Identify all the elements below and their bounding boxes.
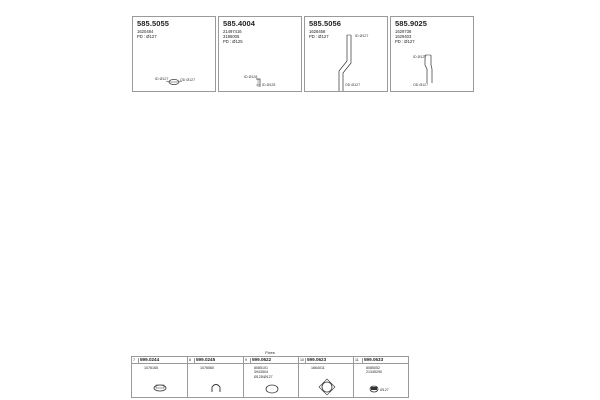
item-line: 8085052 [366, 366, 380, 370]
part-card-4[interactable] [390, 16, 474, 92]
part-line: 1620484 [137, 29, 154, 34]
part-line: PD : Ø127 [395, 39, 415, 45]
part-line: PD : Ø127 [137, 34, 157, 40]
legend-item-7[interactable] [132, 357, 188, 397]
part-card-1[interactable] [132, 16, 216, 92]
legend-row [131, 356, 409, 398]
item-line: 1076165 [144, 366, 158, 370]
legend-item-9[interactable] [244, 357, 299, 397]
part-number: 585.5056 [309, 19, 342, 28]
pipe-bend-drawing [219, 17, 303, 93]
part-line: 21497416 [223, 29, 242, 34]
item-index: 10 [300, 357, 304, 362]
part-number: 585.4004 [223, 19, 256, 28]
item-part-number: 599.0245 [196, 357, 216, 362]
item-line: Ø125/Ø127 [254, 374, 273, 379]
intermediate-pipe-drawing [391, 17, 475, 93]
clamp-ring-icon [244, 357, 299, 397]
part-line: 1629738 [395, 29, 412, 34]
clamp-icon [132, 357, 188, 397]
part-number: 585.5055 [137, 19, 170, 28]
dimension-label: OD Ø127 [180, 78, 196, 82]
item-index: 9 [245, 358, 251, 363]
part-card-3[interactable] [304, 16, 388, 92]
item-index: 8 [189, 358, 195, 363]
dimension-label: ID Ø125 [262, 83, 276, 87]
part-line: PD : Ø127 [309, 34, 329, 40]
dimension-label: ID Ø127 [413, 55, 427, 59]
dimension-label: ID Ø128 [244, 75, 258, 79]
dimension-label: Ø127 [380, 388, 389, 392]
part-card-2[interactable] [218, 16, 302, 92]
item-index: 11 [355, 358, 363, 363]
muffler-drawing [133, 17, 217, 93]
part-line: PD : Ø125 [223, 39, 243, 45]
item-part-number: 599.0622 [252, 357, 272, 362]
dimension-label: ID Ø127 [155, 77, 169, 81]
item-part-number: 599.0633 [364, 357, 384, 362]
item-part-number: 599.0623 [307, 357, 327, 362]
item-line: 8085101 [254, 366, 268, 370]
item-part-number: 599.0244 [140, 357, 160, 362]
item-line: 1664011 [311, 366, 325, 370]
item-line: 21345290 [366, 370, 382, 375]
fixings-legend [131, 350, 409, 398]
part-line: 3196005 [223, 34, 240, 40]
dimension-label: ID Ø127 [355, 34, 369, 38]
part-number: 585.9025 [395, 19, 428, 28]
gasket-ring-icon [299, 357, 354, 397]
part-line: 1629403 [395, 34, 412, 40]
part-line: 1626458 [309, 29, 326, 34]
legend-item-11[interactable] [354, 357, 408, 397]
legend-caption: Fixes [265, 350, 275, 355]
legend-item-10[interactable] [299, 357, 354, 397]
legend-item-8[interactable] [188, 357, 244, 397]
item-index: 7 [133, 358, 139, 363]
u-bolt-icon [188, 357, 244, 397]
dimension-label: OD Ø127 [345, 83, 361, 87]
item-line: 3943504 [254, 370, 268, 375]
tailpipe-drawing [305, 17, 389, 93]
dimension-label: OD Ø127 [413, 83, 429, 87]
item-line: 1076560 [200, 366, 214, 370]
